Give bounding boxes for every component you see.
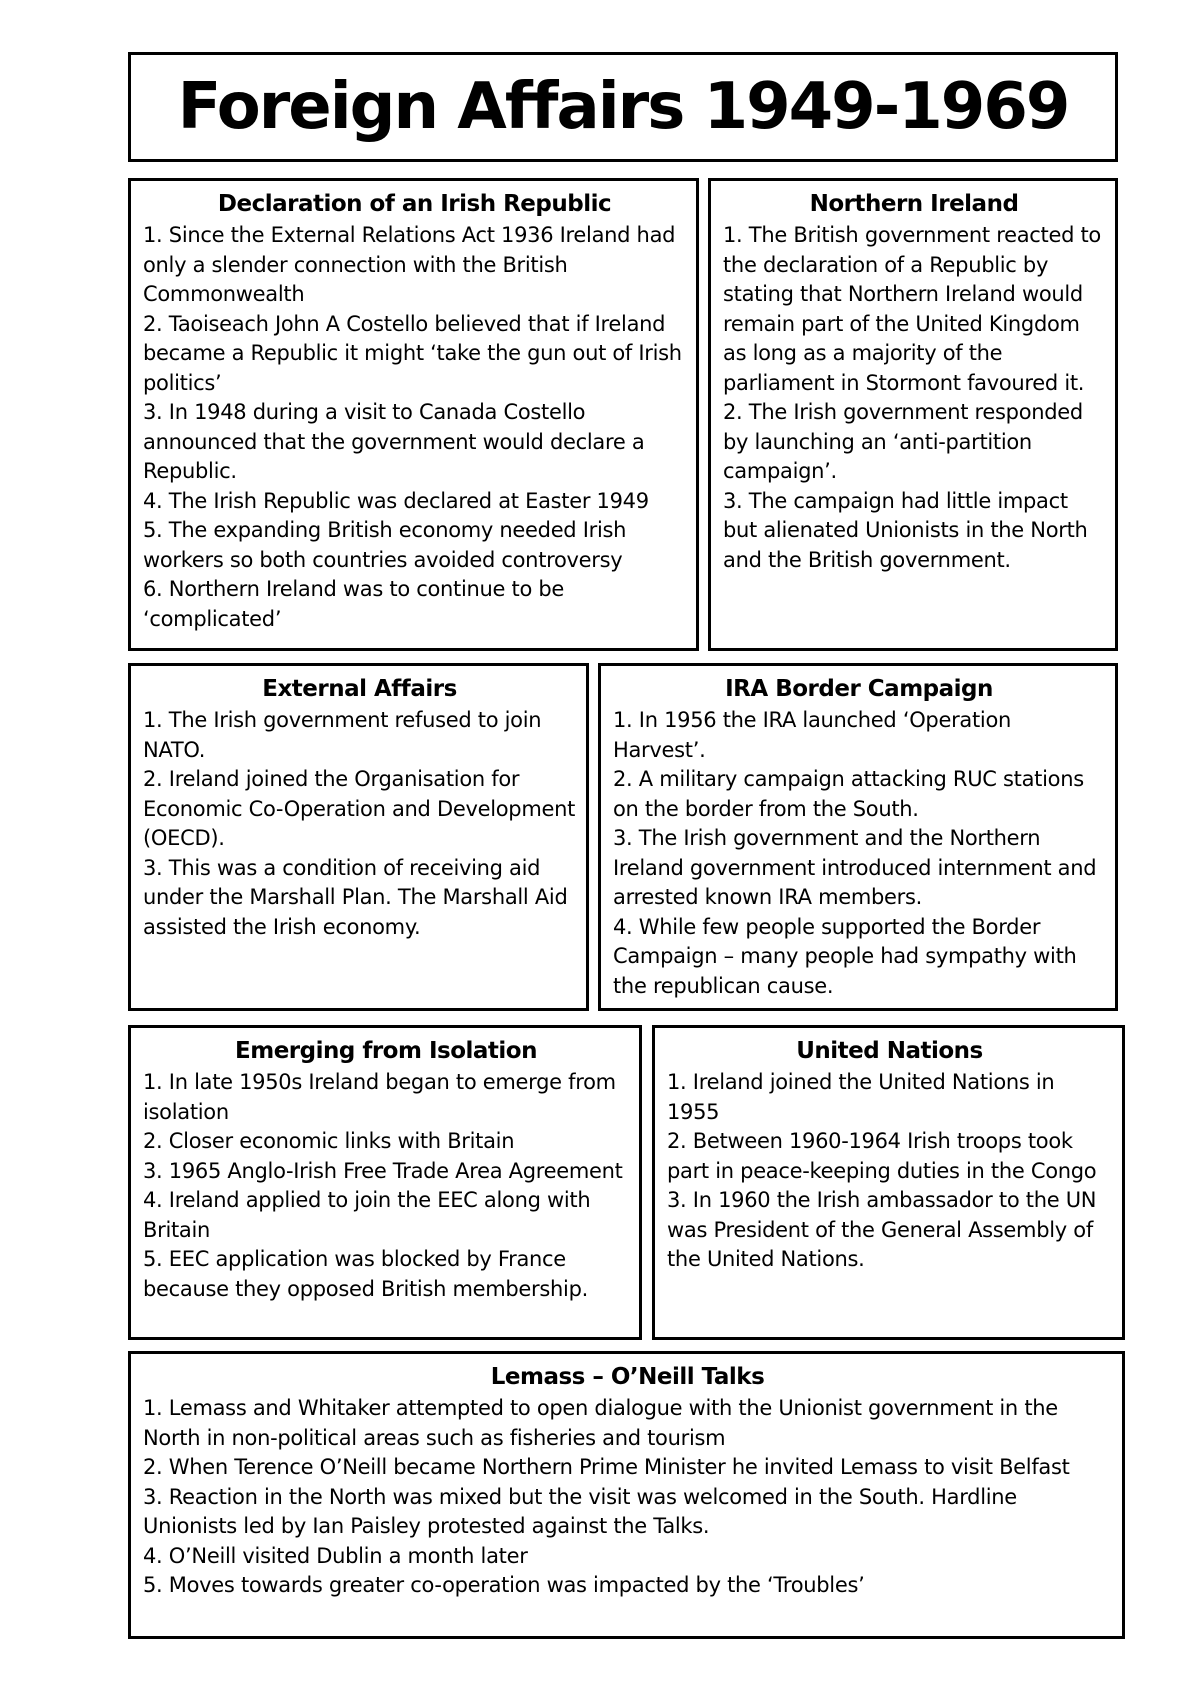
list-item: 3. The Irish government and the Northern Ireland government introduced internment and arrested known IRA members.	[613, 826, 1097, 909]
list-item: 3. This was a condition of receiving aid under the Marshall Plan. The Marshall Aid assisted the Irish economy.	[143, 855, 568, 939]
list-item: 1. The Irish government refused to join NATO.	[143, 708, 542, 762]
external-affairs-section	[128, 663, 589, 1011]
page-title: Foreign Affairs 1949-1969	[177, 70, 1069, 144]
emerging-from-isolation-section	[128, 1025, 642, 1340]
list-item: 1. In late 1950s Ireland began to emerge from isolation	[143, 1070, 616, 1124]
section-heading: Declaration of an Irish Republic	[217, 191, 612, 217]
list-item: 1. Lemass and Whitaker attempted to open dialogue with the Unionist government in the North in non-political areas such as fisheries and tourism	[143, 1396, 1058, 1450]
point-list	[143, 706, 576, 942]
list-item: 2. Between 1960-1964 Irish troops took part in peace-keeping duties in the Congo	[667, 1129, 1097, 1183]
section-heading: Emerging from Isolation	[235, 1038, 537, 1064]
list-item: 1. Since the External Relations Act 1936 Ireland had only a slender connection with the British Commonwealth	[143, 223, 676, 306]
list-item: 5. EEC application was blocked by France because they opposed British membership.	[143, 1247, 588, 1301]
section-heading: IRA Border Campaign	[725, 676, 993, 702]
point-list	[667, 1068, 1112, 1275]
list-item: 2. Closer economic links with Britain	[143, 1129, 515, 1153]
list-item: 2. Taoiseach John A Costello believed that if Ireland became a Republic it might ‘take the gun out of Irish politics’	[143, 311, 682, 395]
list-item: 3. Reaction in the North was mixed but the visit was welcomed in the South. Hardline Unionists led by Ian Paisley protested against the Talks.	[143, 1484, 1017, 1538]
point-list	[143, 221, 686, 634]
list-item: 1. In 1956 the IRA launched ‘Operation Harvest’.	[613, 708, 1012, 762]
list-item: 3. The campaign had little impact but alienated Unionists in the North and the British government.	[723, 488, 1088, 572]
list-item: 2. When Terence O’Neill became Northern Prime Minister he invited Lemass to visit Belfast	[143, 1455, 1070, 1479]
northern-ireland-section	[708, 178, 1118, 651]
list-item: 4. The Irish Republic was declared at Easter 1949	[143, 488, 649, 513]
list-item: 4. While few people supported the Border Campaign – many people had sympathy with the republican cause.	[613, 914, 1077, 998]
list-item: 5. The expanding British economy needed Irish workers so both countries avoided controversy	[143, 518, 627, 572]
list-item: 2. A military campaign attacking RUC stations on the border from the South.	[613, 767, 1084, 821]
list-item: 3. 1965 Anglo-Irish Free Trade Area Agreement	[143, 1158, 623, 1183]
section-heading: External Affairs	[262, 676, 457, 702]
section-heading: Lemass – O’Neill Talks	[490, 1364, 765, 1390]
list-item: 4. O’Neill visited Dublin a month later	[143, 1543, 528, 1568]
ira-border-campaign-section	[598, 663, 1118, 1011]
title-box	[128, 52, 1118, 162]
section-heading: Northern Ireland	[809, 191, 1019, 217]
united-nations-section	[652, 1025, 1125, 1340]
list-item: 3. In 1948 during a visit to Canada Costello announced that the government would declare a Republic.	[143, 400, 645, 483]
list-item: 4. Ireland applied to join the EEC along with Britain	[143, 1188, 591, 1242]
list-item: 2. The Irish government responded by launching an ‘anti-partition campaign’.	[723, 400, 1083, 483]
list-item: 5. Moves towards greater co-operation was impacted by the ‘Troubles’	[143, 1573, 865, 1597]
section-heading: United Nations	[796, 1038, 983, 1064]
list-item: 1. Ireland joined the United Nations in 1955	[667, 1070, 1055, 1124]
point-list	[143, 1394, 1112, 1601]
point-list	[723, 221, 1105, 575]
list-item: 3. In 1960 the Irish ambassador to the UN was President of the General Assembly of the United Nations.	[667, 1188, 1097, 1271]
lemass-oneill-talks-section	[128, 1351, 1125, 1639]
list-item: 6. Northern Ireland was to continue to be ‘complicated’	[143, 577, 565, 631]
list-item: 2. Ireland joined the Organisation for Economic Co-Operation and Development (OECD).	[143, 767, 576, 850]
list-item: 1. The British government reacted to the declaration of a Republic by stating that Northern Ireland would remain part of the United Kingdom as long as a majority of the parliament in Stormont favoured it.	[723, 223, 1101, 395]
point-list	[613, 706, 1105, 1001]
declaration-section	[128, 178, 699, 651]
point-list	[143, 1068, 629, 1304]
